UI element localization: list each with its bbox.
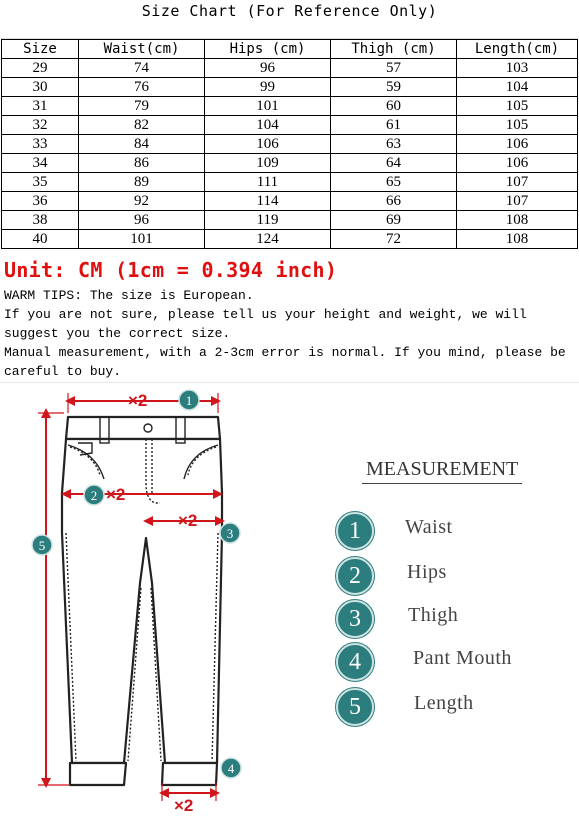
legend-number-badge: 3	[336, 600, 374, 638]
table-cell: 107	[457, 173, 578, 192]
table-cell: 82	[79, 116, 205, 135]
table-row	[2, 230, 578, 249]
table-cell: 84	[79, 135, 205, 154]
legend-item-waist	[336, 512, 566, 548]
table-cell: 89	[79, 173, 205, 192]
hips-multiplier: ×2	[106, 485, 126, 504]
legend-item-pant-mouth	[336, 643, 566, 679]
table-cell: 31	[2, 97, 79, 116]
table-cell: 34	[2, 154, 79, 173]
table-cell: 63	[331, 135, 457, 154]
table-row	[2, 192, 578, 211]
table-header-row	[2, 40, 578, 59]
legend-item-hips	[336, 557, 566, 593]
table-cell: 106	[457, 154, 578, 173]
warm-tips-text: WARM TIPS: The size is European.	[4, 288, 254, 303]
thigh-multiplier: ×2	[178, 511, 198, 530]
table-cell: 103	[457, 59, 578, 78]
table-cell: 111	[205, 173, 331, 192]
table-cell: 60	[331, 97, 457, 116]
legend-number-badge: 4	[336, 643, 374, 681]
table-cell: 96	[205, 59, 331, 78]
legend-label: Length	[414, 692, 474, 714]
diagram-badge-5	[32, 535, 52, 555]
column-header-length: Length(cm)	[457, 40, 578, 59]
table-cell: 109	[205, 154, 331, 173]
legend-label: Thigh	[408, 604, 459, 626]
legend-label: Hips	[407, 561, 447, 583]
table-cell: 61	[331, 116, 457, 135]
measurement-error-text: Manual measurement, with a 2-3cm error is normal. If you mind, please be careful to buy.	[4, 345, 566, 379]
table-cell: 40	[2, 230, 79, 249]
table-cell: 124	[205, 230, 331, 249]
table-cell: 108	[457, 211, 578, 230]
diagram-badge-1	[179, 390, 199, 410]
table-cell: 92	[79, 192, 205, 211]
table-row	[2, 211, 578, 230]
table-cell: 35	[2, 173, 79, 192]
table-cell: 29	[2, 59, 79, 78]
table-cell: 101	[79, 230, 205, 249]
size-table	[1, 39, 578, 249]
table-row	[2, 135, 578, 154]
table-cell: 105	[457, 116, 578, 135]
diagram-badge-2	[84, 485, 104, 505]
table-cell: 114	[205, 192, 331, 211]
table-cell: 38	[2, 211, 79, 230]
table-row	[2, 97, 578, 116]
table-cell: 32	[2, 116, 79, 135]
legend-label: Waist	[405, 516, 453, 538]
column-header-thigh: Thigh (cm)	[331, 40, 457, 59]
table-cell: 69	[331, 211, 457, 230]
table-cell: 106	[457, 135, 578, 154]
column-header-size: Size	[2, 40, 79, 59]
table-cell: 119	[205, 211, 331, 230]
legend-number-badge: 1	[336, 512, 374, 550]
table-cell: 108	[457, 230, 578, 249]
table-cell: 72	[331, 230, 457, 249]
pants-diagram	[0, 383, 330, 823]
table-cell: 104	[457, 78, 578, 97]
table-row	[2, 173, 578, 192]
table-cell: 101	[205, 97, 331, 116]
legend-number-badge: 2	[336, 557, 374, 595]
measurement-title: MEASUREMENT	[362, 458, 522, 484]
table-cell: 36	[2, 192, 79, 211]
table-cell: 99	[205, 78, 331, 97]
table-cell: 66	[331, 192, 457, 211]
mouth-multiplier: ×2	[174, 796, 194, 815]
table-row	[2, 78, 578, 97]
svg-text:3: 3	[226, 526, 234, 541]
table-cell: 64	[331, 154, 457, 173]
svg-text:2: 2	[90, 488, 98, 503]
table-cell: 57	[331, 59, 457, 78]
table-cell: 74	[79, 59, 205, 78]
size-advice-text: If you are not sure, please tell us your height and weight, we will suggest you the correct size.	[4, 307, 527, 341]
table-row	[2, 59, 578, 78]
waist-multiplier: ×2	[128, 391, 148, 410]
table-cell: 59	[331, 78, 457, 97]
table-row	[2, 154, 578, 173]
column-header-waist: Waist(cm)	[79, 40, 205, 59]
table-cell: 79	[79, 97, 205, 116]
page-title: Size Chart (For Reference Only)	[141, 2, 438, 20]
table-cell: 30	[2, 78, 79, 97]
svg-text:1: 1	[185, 393, 193, 408]
svg-text:4: 4	[227, 761, 235, 776]
pants-outline	[62, 417, 222, 785]
svg-text:5: 5	[38, 538, 46, 553]
diagram-badge-4	[221, 758, 241, 778]
table-row	[2, 116, 578, 135]
column-header-hips: Hips (cm)	[205, 40, 331, 59]
table-cell: 86	[79, 154, 205, 173]
legend-label: Pant Mouth	[413, 647, 512, 669]
legend-item-thigh	[336, 600, 566, 636]
table-cell: 107	[457, 192, 578, 211]
table-cell: 65	[331, 173, 457, 192]
legend-item-length	[336, 688, 566, 724]
unit-note: Unit: CM (1cm = 0.394 inch)	[4, 258, 338, 282]
legend-number-badge: 5	[336, 688, 374, 726]
title-divider	[0, 22, 579, 39]
table-cell: 96	[79, 211, 205, 230]
table-cell: 76	[79, 78, 205, 97]
table-cell: 104	[205, 116, 331, 135]
table-cell: 33	[2, 135, 79, 154]
table-cell: 106	[205, 135, 331, 154]
table-cell: 105	[457, 97, 578, 116]
diagram-badge-3	[220, 523, 240, 543]
tips-block	[4, 286, 576, 381]
